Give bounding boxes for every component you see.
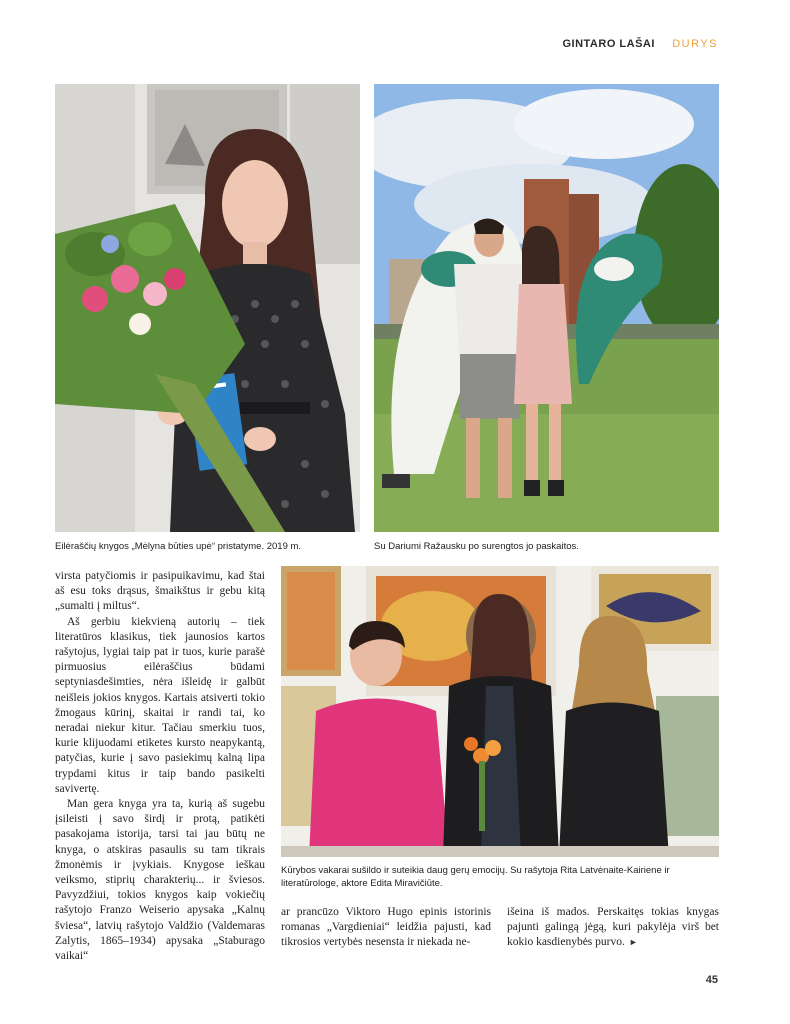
article-column-3 xyxy=(507,905,719,951)
page-number: 45 xyxy=(705,974,718,986)
article-column-1 xyxy=(55,569,265,964)
paragraph: ar prancūzo Viktoro Hugo epinis istorinis romanas „Vargdieniai“ leidžia pajusti, kad tikrosios vertybės nesensta ir niekada ne- xyxy=(281,906,491,949)
paragraph xyxy=(507,905,719,951)
photo-lecture-outdoors xyxy=(374,84,719,532)
photo-caption: Eilėraščių knygos „Mėlyna būties upė“ pristatyme. 2019 m. xyxy=(55,541,302,552)
paragraph: Man gera knyga yra ta, kurią aš sugebu įsileisti į savo širdį ir protą, patikėti pasakojama istorija, tarsi tai jau būtų ne knyga, o atskiras pasaulis su tam tikrais žmonėmis ir įvykiais. Knygose ieškau veiksmo, stiprių charakterių... ir šviesos. Pavyzdžiui, tokios knygos kaip vokiečių rašytojo Franzo Weiserio apysaka „Kalnų šviesa“, latvių rašytojo Valdžio (Valdemaras Zalytis, 1865–1934) apysaka „Staburago vaikai“ xyxy=(55,798,265,963)
section-title: GINTARO LAŠAI xyxy=(562,38,655,50)
paragraph-text: išeina iš mados. Perskaitęs tokias knygas pajunti galingą jėgą, kuri pakylėja virš bet kokio kasdienybės purvo. xyxy=(507,906,719,949)
photo-caption: Su Dariumi Ražausku po surengtos jo paskaitos. xyxy=(374,541,579,552)
magazine-name: DURYS xyxy=(672,38,718,50)
end-of-article-icon: ► xyxy=(628,937,638,948)
photo-book-presentation xyxy=(55,84,360,532)
paragraph: virsta patyčiomis ir pasipuikavimu, kad štai aš esu toks drąsus, šmaikštus ir gebu kitą „sumalti į miltus“. xyxy=(55,570,265,613)
article-column-2 xyxy=(281,905,491,951)
photo-caption: Kūrybos vakarai sušildo ir suteikia daug gerų emocijų. Su rašytoja Rita Latvėnaite-Kairiene ir literatūrologe, aktore Edita Miravičiūte. xyxy=(281,865,670,889)
paragraph: Aš gerbiu kiekvieną autorių – tiek literatūros klasikus, tiek jaunosios kartos rašytojus, lygiai taip pat ir tuos, kurie parašė pirmuosius eilėraščius būdami septyniasdešimties, nėra išleidę ir galbūt neišleis jokios knygos. Kartais atsiverti tokio žmogaus kūrinį, skaitai ir randi tai, ko neradai niekur kitur. Tačiau smerkiu tuos, kurie klijuodami etiketes kursto neapykantą, patyčias, kurie į savo pasiekimų kalną lipa trypdami kitus ir taip bando pasikelti savivertę. xyxy=(55,615,265,795)
running-header xyxy=(562,38,718,50)
photo-creative-evening xyxy=(281,566,719,857)
